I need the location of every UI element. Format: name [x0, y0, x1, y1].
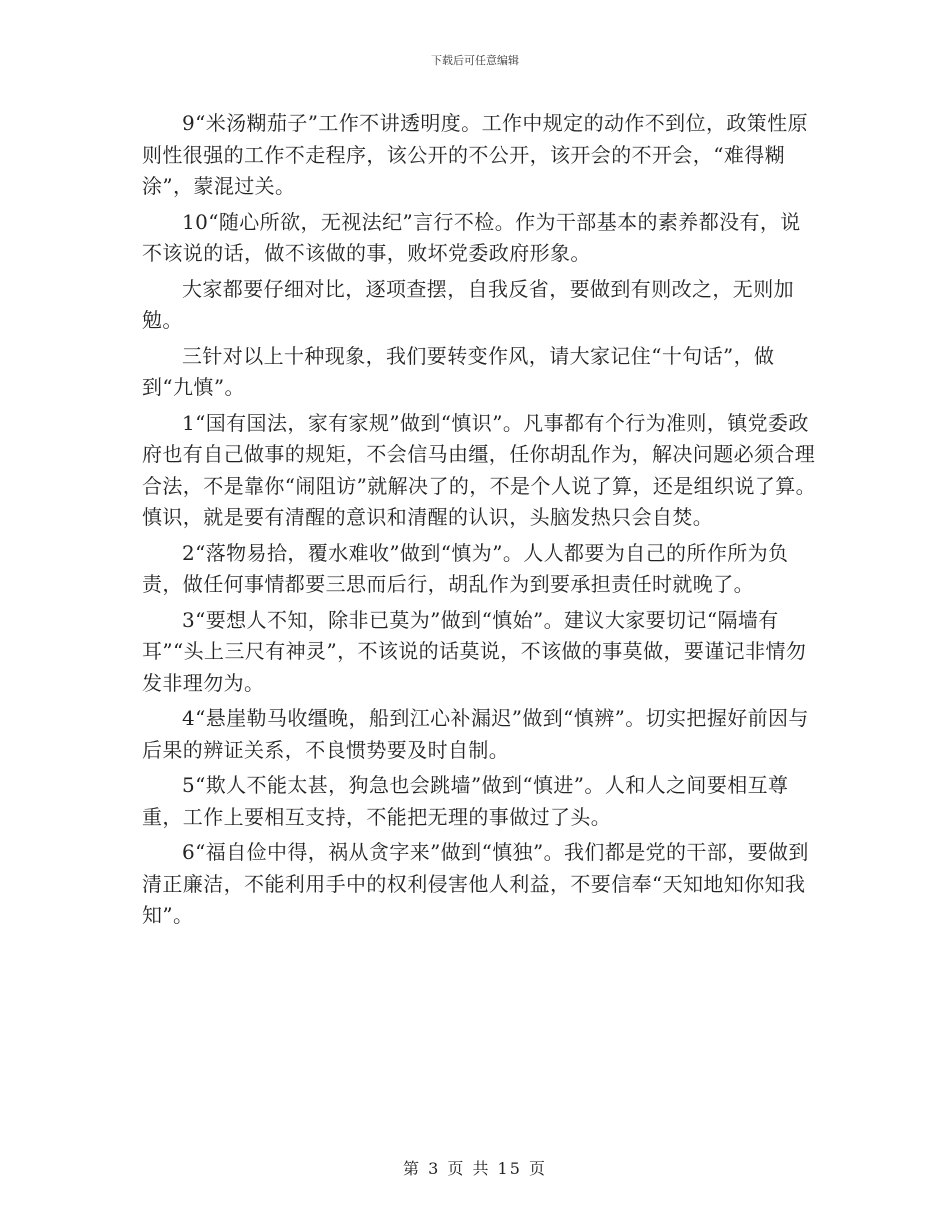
page-header-note: 下载后可任意编辑	[431, 54, 519, 67]
paragraph-point-4: 4“悬崖勒马收缰晚，船到江心补漏迟”做到“慎辨”。切实把握好前因与后果的辨证关系，不良惯势要及时自制。	[142, 706, 809, 762]
paragraph-item-10: 10“随心所欲，无视法纪”言行不检。作为干部基本的素养都没有，说不该说的话，做不该做的事，败坏党委政府形象。	[142, 209, 801, 265]
paragraph-point-1: 1“国有国法，家有家规”做到“慎识”。凡事都有个行为准则，镇党委政府也有自己做事的规矩，不会信马由缰，任你胡乱作为，解决问题必须合理合法，不是靠你“闹阻访”就解决了的，不是个人说了算，还是组织说了算。慎识，就是要有清醒的意识和清醒的认识，头脑发热只会自焚。	[142, 410, 817, 529]
paragraph-point-3: 3“要想人不知，除非已莫为”做到“慎始”。建议大家要切记“隔墙有耳”“头上三尺有神灵”，不该说的话莫说，不该做的事莫做，要谨记非情勿发非理勿为。	[142, 607, 807, 695]
paragraph-item-9: 9“米汤糊茄子”工作不讲透明度。工作中规定的动作不到位，政策性原则性很强的工作不走程序，该公开的不公开，该开会的不开会，“难得糊涂”，蒙混过关。	[142, 111, 808, 198]
paragraph-section-three: 三针对以上十种现象，我们要转变作风，请大家记住“十句话”，做到“九慎”。	[142, 343, 775, 399]
document-body	[142, 108, 818, 936]
page-number-footer: 第 3 页 共 15 页	[403, 1159, 547, 1178]
paragraph-self-review: 大家都要仔细对比，逐项查摆，自我反省，要做到有则改之，无则加勉。	[142, 276, 794, 332]
paragraph-point-6: 6“福自俭中得，祸从贪字来”做到“慎独”。我们都是党的干部，要做到清正廉洁，不能利用手中的权利侵害他人利益，不要信奉“天知地知你知我知”。	[142, 840, 809, 927]
paragraph-point-2: 2“落物易拾，覆水难收”做到“慎为”。人人都要为自己的所作所为负责，做任何事情都要三思而后行，胡乱作为到要承担责任时就晚了。	[142, 540, 789, 596]
paragraph-point-5: 5“欺人不能太甚，狗急也会跳墙”做到“慎进”。人和人之间要相互尊重，工作上要相互支持，不能把无理的事做过了头。	[142, 773, 789, 829]
